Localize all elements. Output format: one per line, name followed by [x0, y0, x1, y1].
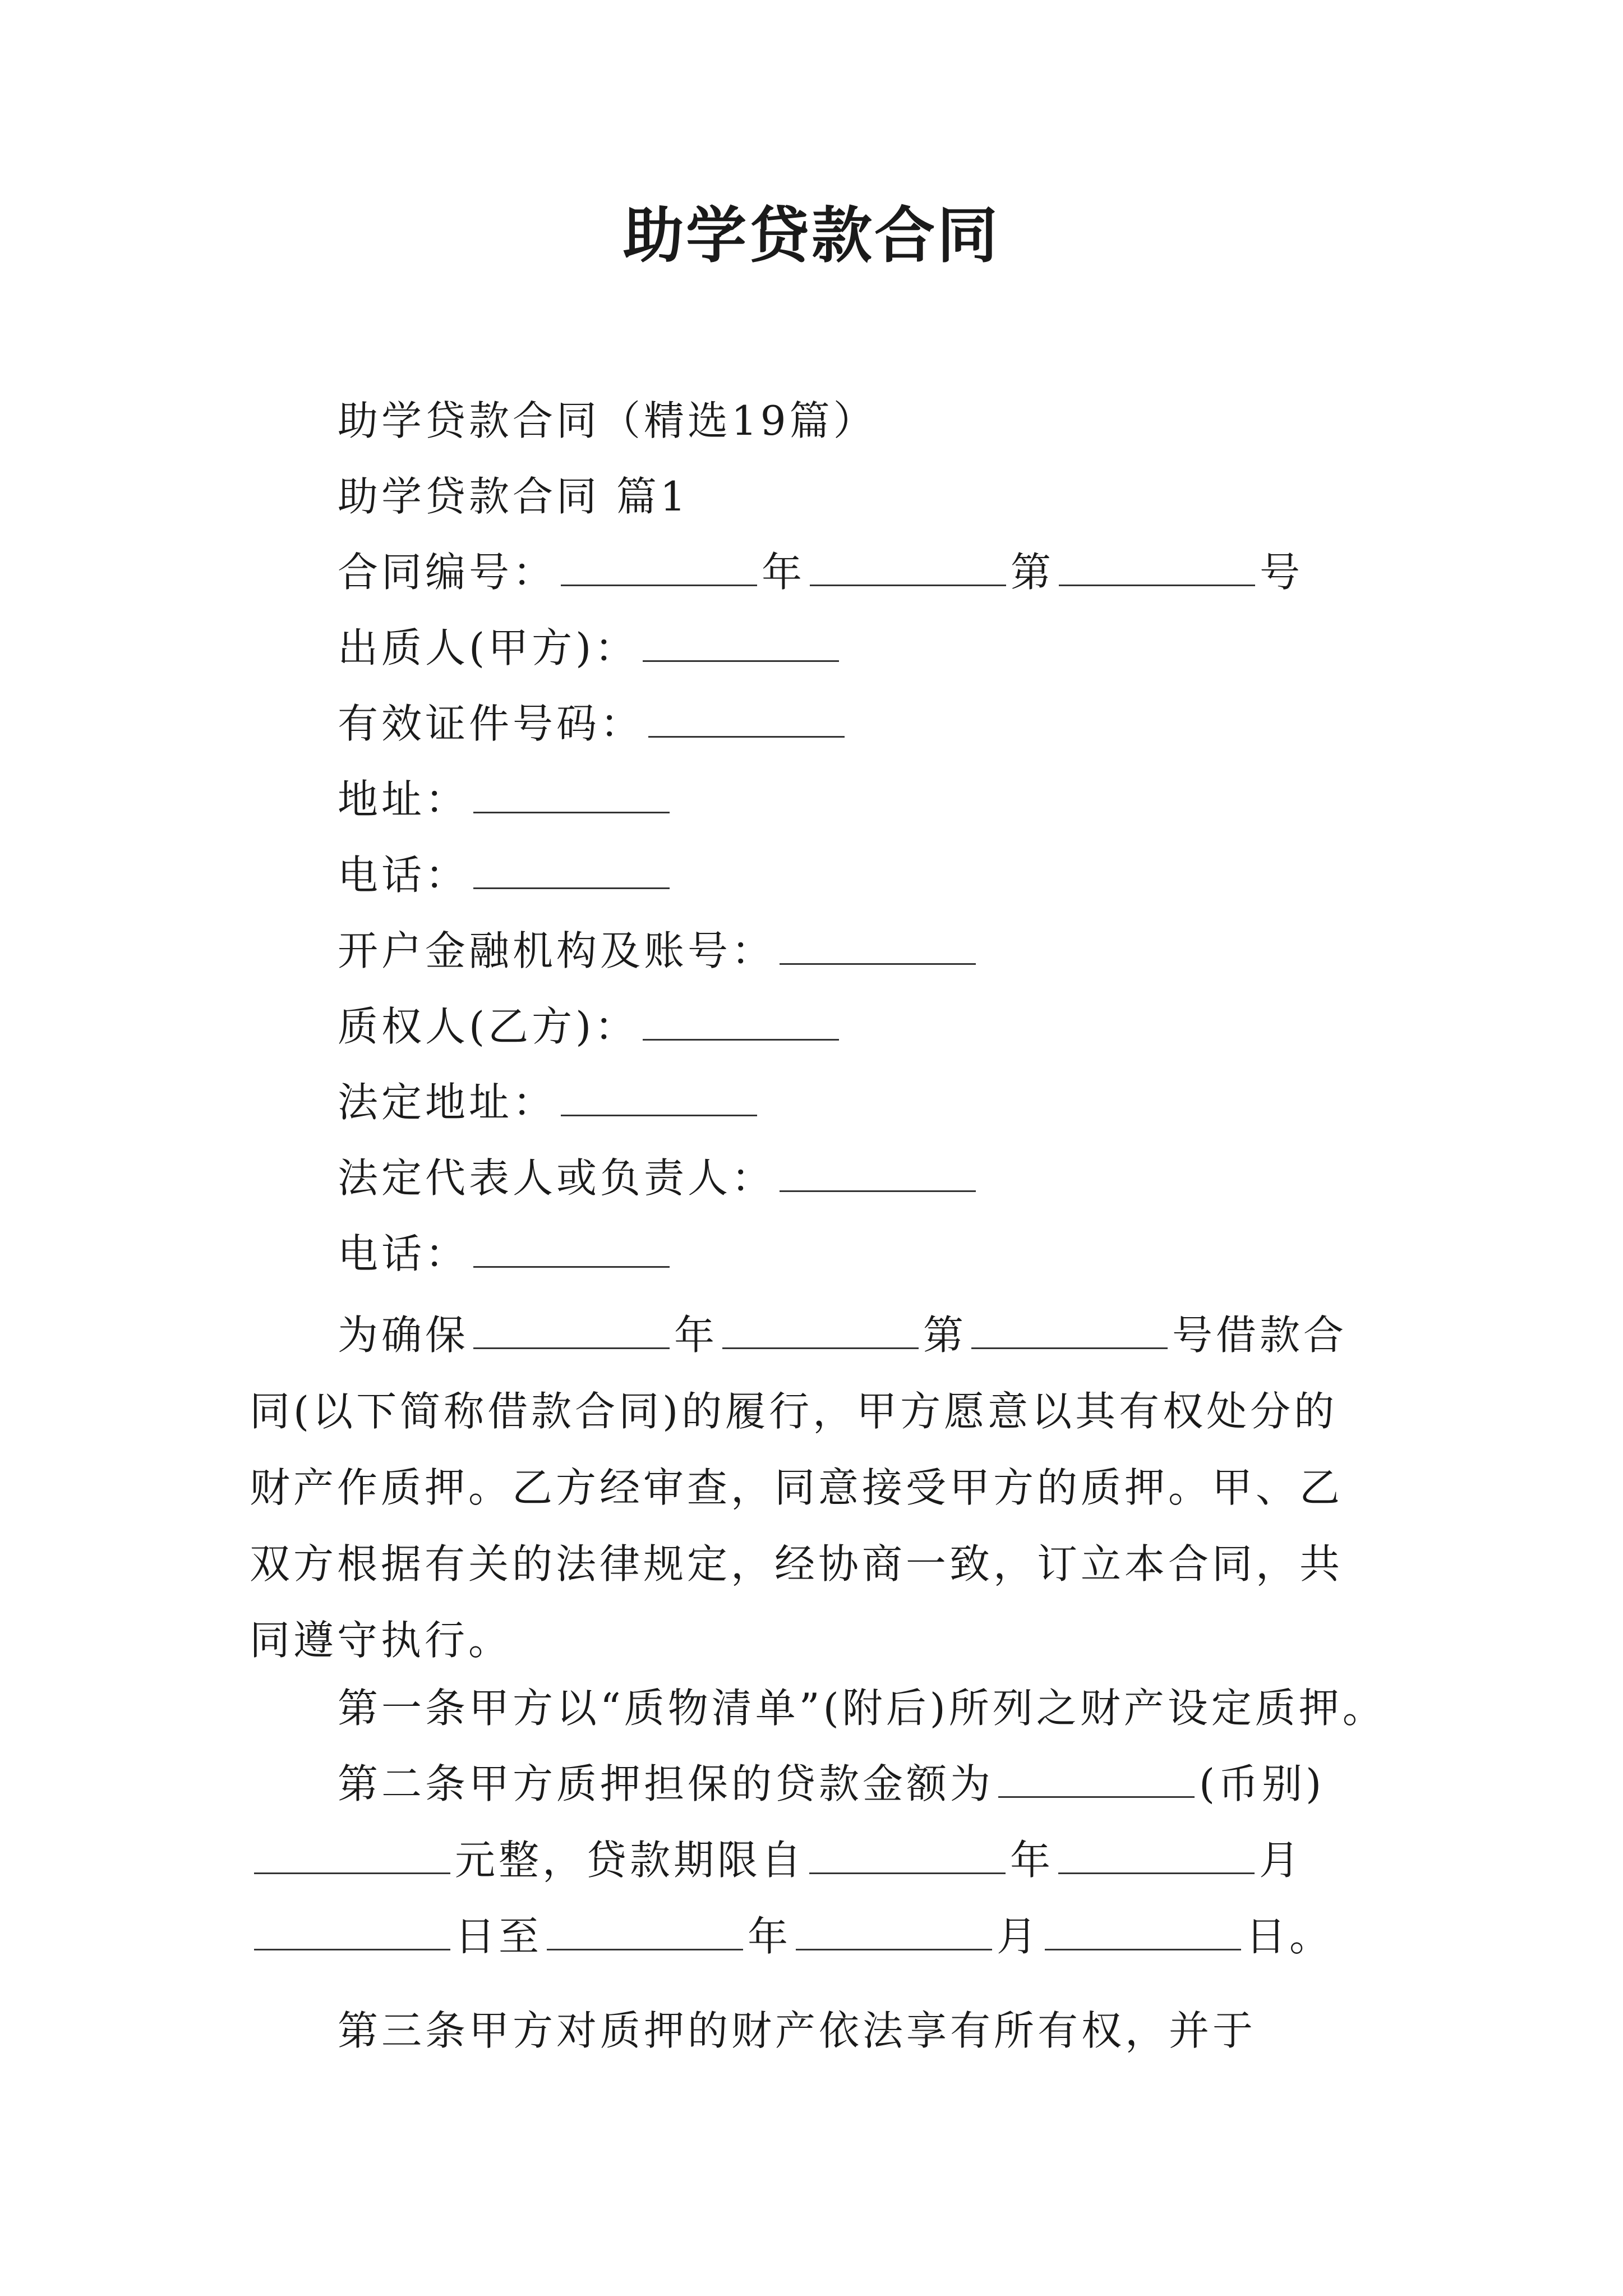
- article2-part3: 元整，贷款期限自: [455, 1837, 805, 1884]
- pledgor-line: [338, 620, 843, 676]
- article-2: [250, 1746, 1377, 1975]
- pledgor-blank: [643, 627, 839, 662]
- document-subtitle: 助学贷款合同（精选19篇）: [338, 397, 877, 444]
- id-blank: [648, 702, 845, 738]
- phone-label: 电话：: [338, 852, 469, 899]
- article2-blank3: [809, 1839, 1006, 1874]
- year-text: 年: [762, 549, 806, 596]
- bank-line: [338, 923, 980, 979]
- paragraph-intro: [250, 1297, 1377, 1678]
- contract-year-blank: [561, 551, 757, 586]
- article2-blank4: [1058, 1839, 1255, 1874]
- document-title: 助学贷款合同: [623, 200, 1000, 271]
- article2-part8: 月: [997, 1913, 1041, 1960]
- pledgee-label: 质权人(乙方)：: [338, 1003, 639, 1050]
- article2-part9: 日。: [1246, 1913, 1334, 1960]
- bank-blank: [780, 930, 976, 965]
- legal-rep-line: [338, 1150, 980, 1206]
- address-line: [338, 771, 674, 827]
- pledgee-line: [338, 999, 843, 1055]
- phone-blank: [473, 854, 670, 889]
- legal-rep-blank: [780, 1157, 976, 1192]
- article2-blank8: [1045, 1915, 1241, 1950]
- article2-part2: (币别): [1199, 1760, 1325, 1807]
- article2-part7: 年: [748, 1913, 792, 1960]
- legal-rep-label: 法定代表人或负责人：: [338, 1154, 776, 1202]
- phone2-line: [338, 1226, 674, 1282]
- contract-hao-blank: [1059, 551, 1255, 586]
- article2-blank2: [254, 1839, 450, 1874]
- phone2-blank: [473, 1232, 670, 1268]
- id-line: [338, 696, 849, 752]
- article-3: 第三条甲方对质押的财产依法享有所有权，并于: [338, 2007, 1257, 2054]
- pledgor-label: 出质人(甲方)：: [338, 624, 639, 671]
- para1-part3: 第: [923, 1312, 967, 1359]
- phone2-label: 电话：: [338, 1230, 469, 1277]
- id-label: 有效证件号码：: [338, 700, 644, 747]
- article2-part1: 第二条甲方质押担保的贷款金额为: [338, 1760, 994, 1807]
- pledgee-blank: [643, 1005, 839, 1041]
- legal-address-label: 法定地址：: [338, 1079, 557, 1126]
- legal-address-line: [338, 1074, 762, 1130]
- article2-blank6: [547, 1915, 743, 1950]
- hao-text: 号: [1260, 549, 1304, 596]
- para1-blank3: [971, 1314, 1168, 1349]
- section-heading: 助学贷款合同 篇1: [338, 473, 689, 520]
- article2-blank5: [254, 1915, 450, 1950]
- contract-number-line: [338, 544, 1303, 600]
- para1-blank1: [473, 1314, 670, 1349]
- para1-part4: 号借款合同(以下简称借款合同)的履行，甲方愿意以其有权处分的财产作质押。乙方经审查，同意接受甲方的质押。甲、乙双方根据有关的法律规定，经协商一致，订立本合同，共同遵守执行。: [250, 1312, 1348, 1664]
- article2-part4: 年: [1010, 1837, 1054, 1884]
- legal-address-blank: [561, 1081, 757, 1116]
- di-text: 第: [1011, 549, 1055, 596]
- address-label: 地址：: [338, 776, 469, 823]
- article2-blank7: [796, 1915, 992, 1950]
- article2-blank1: [998, 1763, 1195, 1798]
- contract-number-label: 合同编号：: [338, 549, 557, 596]
- para1-blank2: [722, 1314, 919, 1349]
- address-blank: [473, 778, 670, 813]
- para1-part2: 年: [674, 1312, 718, 1359]
- para1-part1: 为确保: [338, 1312, 469, 1359]
- article-1: 第一条甲方以“质物清单”(附后)所列之财产设定质押。: [338, 1685, 1386, 1732]
- phone-line: [338, 847, 674, 903]
- bank-label: 开户金融机构及账号：: [338, 927, 776, 974]
- article2-part6: 日至: [455, 1913, 543, 1960]
- contract-di-blank: [810, 551, 1006, 586]
- article2-part5: 月: [1259, 1837, 1303, 1884]
